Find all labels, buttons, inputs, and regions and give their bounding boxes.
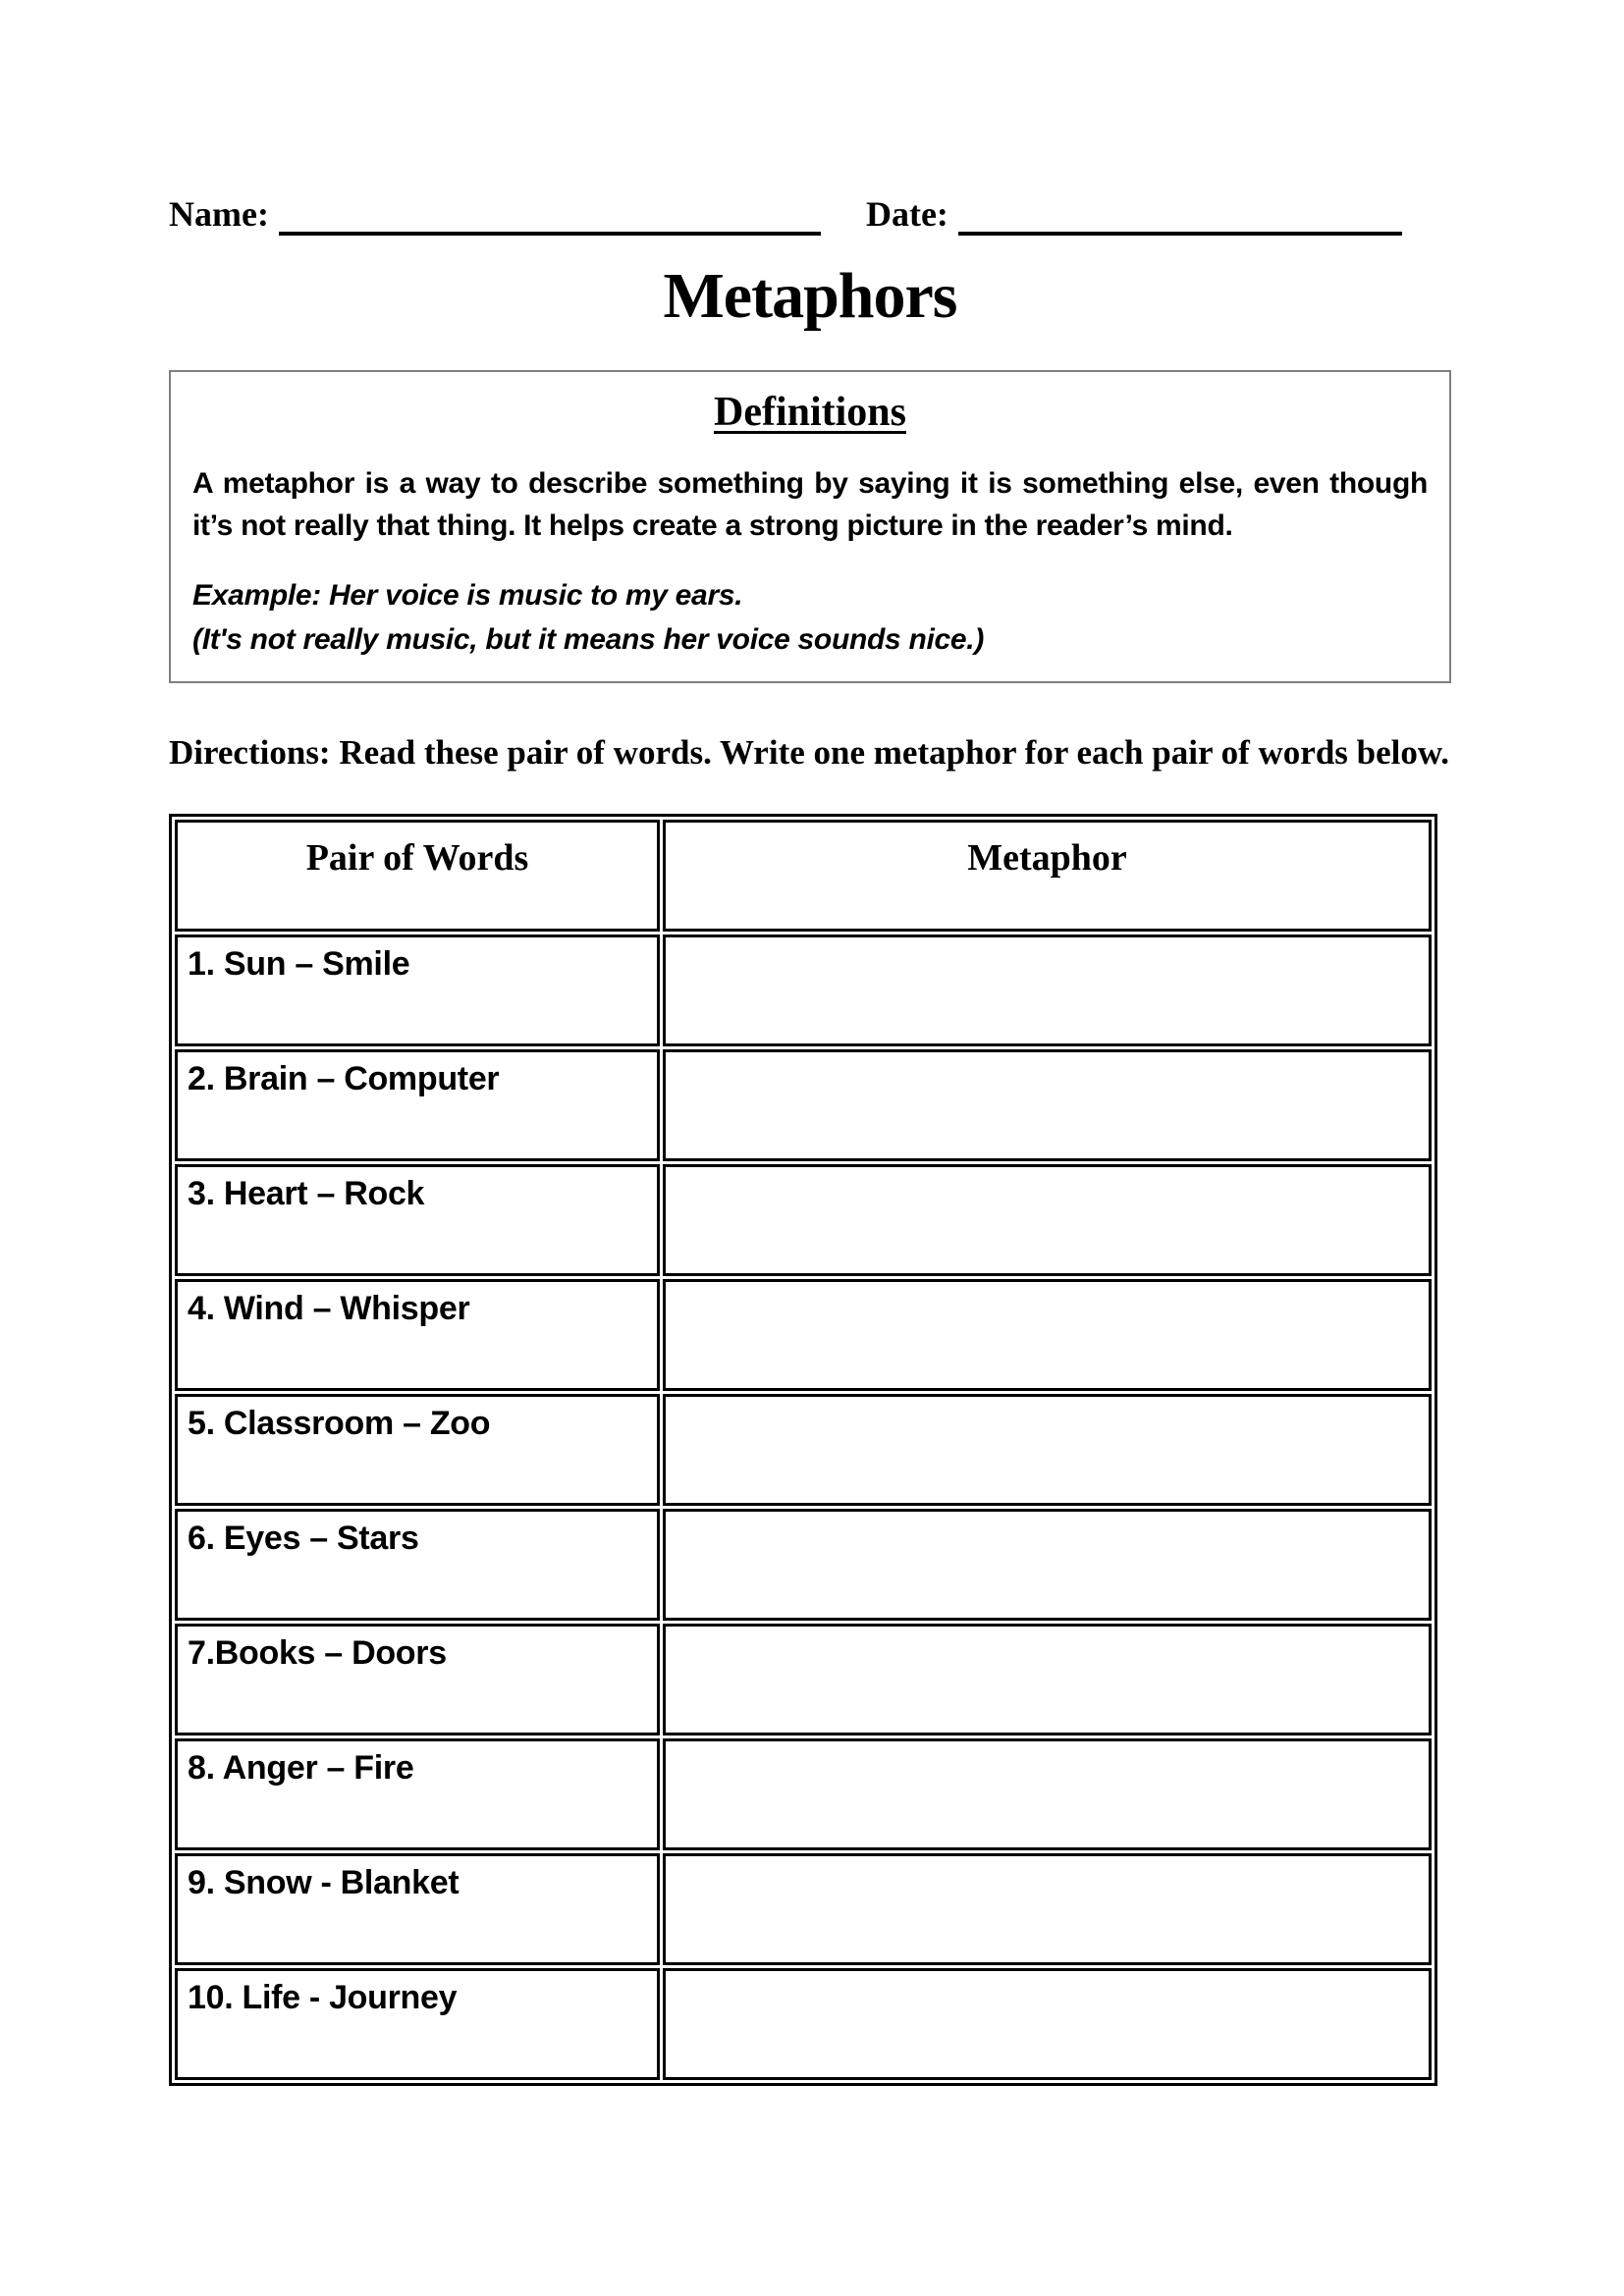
pair-of-words-cell: 3. Heart – Rock	[175, 1164, 660, 1276]
table-row	[175, 1394, 1432, 1506]
example-line-2: (It's not really music, but it means her voice sounds nice.)	[192, 622, 985, 656]
table-row	[175, 1968, 1432, 2080]
definition-paragraph: A metaphor is a way to describe something by saying it is something else, even though it’s not really that thing. It helps create a strong picture in the reader’s mind.	[192, 466, 1428, 543]
column-header-metaphor: Metaphor	[663, 820, 1432, 932]
pair-of-words-cell: 1. Sun – Smile	[175, 934, 660, 1046]
definitions-heading-text: Definitions	[713, 389, 906, 435]
pair-of-words-cell: 9. Snow - Blanket	[175, 1853, 660, 1965]
pair-of-words-cell: 7.Books – Doors	[175, 1624, 660, 1735]
name-label: Name:	[169, 194, 269, 234]
page-title: Metaphors	[663, 260, 957, 332]
table-row	[175, 934, 1432, 1046]
table-row	[175, 1164, 1432, 1276]
table-row	[175, 1624, 1432, 1735]
pair-of-words-cell: 8. Anger – Fire	[175, 1738, 660, 1850]
pair-of-words-cell: 10. Life - Journey	[175, 1968, 660, 2080]
name-date-row	[169, 196, 1451, 232]
metaphor-answer-cell[interactable]	[663, 1624, 1432, 1735]
metaphor-answer-cell[interactable]	[663, 1853, 1432, 1965]
table-header-row	[175, 820, 1432, 932]
date-label: Date:	[865, 194, 948, 234]
table-row	[175, 1279, 1432, 1391]
table-row	[175, 1509, 1432, 1621]
metaphor-answer-cell[interactable]	[663, 1394, 1432, 1506]
name-blank-line[interactable]	[279, 222, 821, 236]
metaphor-answer-cell[interactable]	[663, 1968, 1432, 2080]
metaphor-answer-cell[interactable]	[663, 1279, 1432, 1391]
table-row	[175, 1049, 1432, 1161]
metaphor-answer-cell[interactable]	[663, 1049, 1432, 1161]
metaphor-answer-cell[interactable]	[663, 1738, 1432, 1850]
table-row	[175, 1738, 1432, 1850]
metaphor-answer-cell[interactable]	[663, 1164, 1432, 1276]
metaphor-table-body	[175, 934, 1432, 2080]
definition-example	[192, 573, 1428, 662]
metaphor-table	[169, 814, 1437, 2086]
pair-of-words-cell: 5. Classroom – Zoo	[175, 1394, 660, 1506]
table-row	[175, 1853, 1432, 1965]
definitions-heading	[192, 388, 1428, 437]
date-blank-line[interactable]	[958, 222, 1402, 236]
metaphor-answer-cell[interactable]	[663, 1509, 1432, 1621]
example-line-1: Example: Her voice is music to my ears.	[192, 578, 743, 612]
pair-of-words-cell: 2. Brain – Computer	[175, 1049, 660, 1161]
column-header-pair-of-words: Pair of Words	[175, 820, 660, 932]
pair-of-words-cell: 6. Eyes – Stars	[175, 1509, 660, 1621]
pair-of-words-cell: 4. Wind – Whisper	[175, 1279, 660, 1391]
definitions-box	[169, 370, 1451, 683]
metaphor-answer-cell[interactable]	[663, 934, 1432, 1046]
directions-text: Directions: Read these pair of words. Write one metaphor for each pair of words below.	[169, 732, 1449, 772]
